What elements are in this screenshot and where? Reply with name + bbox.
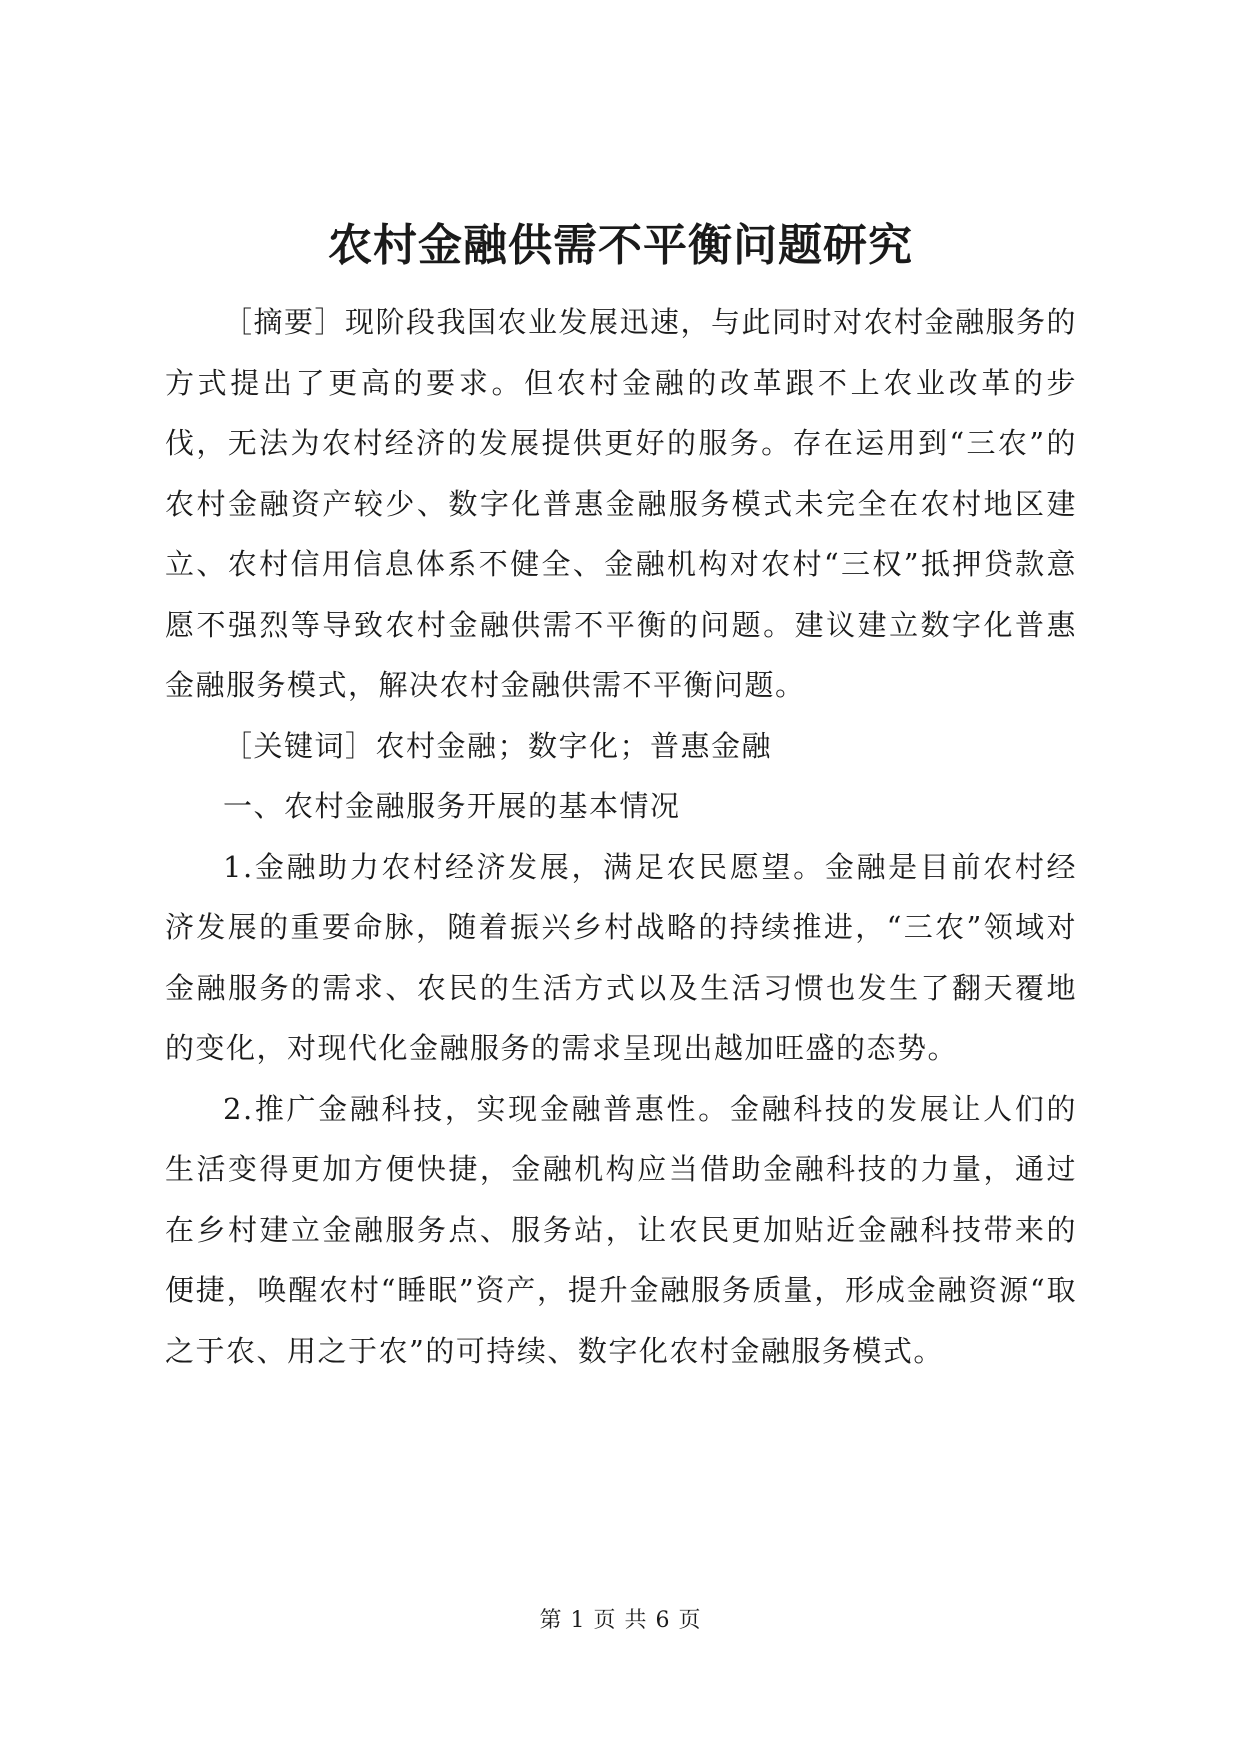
section-heading: 一、农村金融服务开展的基本情况 — [223, 789, 681, 823]
keywords-paragraph: ［关键词］农村金融；数字化；普惠金融 — [223, 728, 773, 763]
body-paragraph-2: 2.推广金融科技，实现金融普惠性。金融科技的发展让人们的生活变得更加方便快捷，金融机构应当借助金融科技的力量，通过在乡村建立金融服务点、服务站，让农民更加贴近金融科技带来的便捷，唤醒农村“睡眠”资产，提升金融服务质量，形成金融资源“取之于农、用之于农”的可持续、数字化农村金融服务模式。 — [165, 1091, 1077, 1368]
body-paragraph-1: 1.金融助力农村经济发展，满足农民愿望。金融是目前农村经济发展的重要命脉，随着振兴乡村战略的持续推进，“三农”领域对金融服务的需求、农民的生活方式以及生活习惯也发生了翻天覆地的变化，对现代化金融服务的需求呈现出越加旺盛的态势。 — [165, 849, 1077, 1065]
abstract-paragraph: ［摘要］现阶段我国农业发展迅速，与此同时对农村金融服务的方式提出了更高的要求。但农村金融的改革跟不上农业改革的步伐，无法为农村经济的发展提供更好的服务。存在运用到“三农”的农村金融资产较少、数字化普惠金融服务模式未完全在农村地区建立、农村信用信息体系不健全、金融机构对农村“三权”抵押贷款意愿不强烈等导致农村金融供需不平衡的问题。建议建立数字化普惠金融服务模式，解决农村金融供需不平衡问题。 — [165, 305, 1078, 702]
document-title: 农村金融供需不平衡问题研究 — [328, 220, 913, 271]
document-body — [165, 292, 1077, 1381]
page-number-footer: 第 1 页 共 6 页 — [539, 1608, 702, 1633]
